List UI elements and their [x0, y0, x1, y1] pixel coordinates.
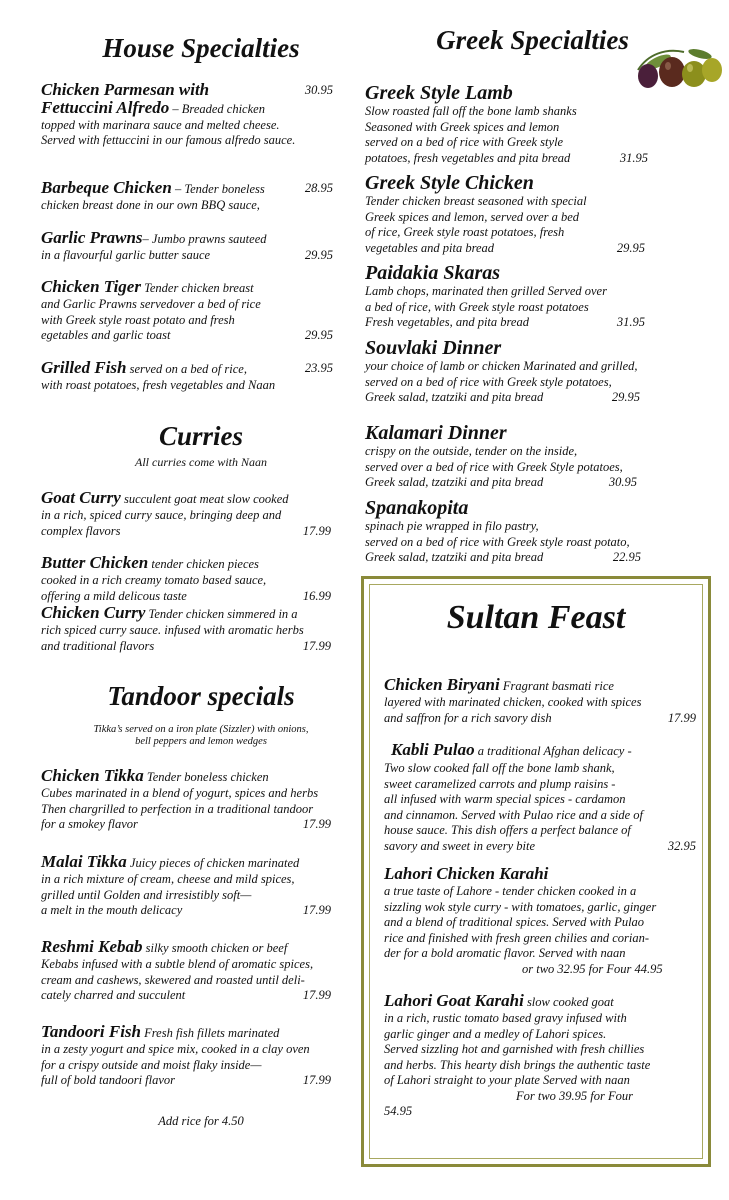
item-desc-line: spinach pie wrapped in filo pastry,: [365, 519, 539, 533]
item-price: 29.95: [304, 328, 333, 342]
item-desc-line: der for a bold aromatic flavor. Served with naan: [384, 946, 626, 960]
item-desc-line: in a flavourful garlic butter sauce: [41, 248, 211, 262]
item-desc-line: Lamb chops, marinated then grilled Served over: [365, 284, 607, 298]
item-price: 31.95: [619, 150, 648, 165]
menu-item-chicken-tikka: [41, 766, 361, 833]
item-desc-line: grilled until Golden and irresistibly soft—: [41, 887, 252, 902]
item-desc-line: complex flavors: [41, 523, 121, 538]
item-desc-line: full of bold tandoori flavor: [41, 1073, 176, 1087]
item-price: 17.99: [302, 638, 331, 653]
item-name: Tandoori Fish: [41, 1022, 141, 1041]
item-desc-line: Tender chicken simmered in a: [145, 607, 298, 621]
greek-specialties-title: Greek Specialties: [436, 25, 629, 55]
item-price: 32.95: [667, 838, 696, 853]
item-price: 17.99: [302, 988, 331, 1002]
item-price: 16.99: [302, 588, 331, 603]
item-name: Chicken Tiger: [41, 277, 141, 296]
menu-item-malai-tikka: [41, 852, 361, 919]
item-desc-line: Cubes marinated in a blend of yogurt, spices and herbs: [41, 786, 319, 800]
item-price-line: For two 39.95 for Four: [516, 1088, 634, 1103]
item-desc-line: sweet caramelized carrots and plump raisins -: [384, 776, 616, 791]
item-name: Greek Style Chicken: [365, 172, 534, 194]
tandoor-subtitle-2: bell peppers and lemon wedges: [135, 736, 267, 748]
item-desc-line: Greek spices and lemon, served over a bed: [365, 209, 580, 224]
item-name: Lahori Chicken Karahi: [384, 864, 549, 883]
item-desc-line: Tender boneless chicken: [143, 770, 269, 784]
menu-item-greek-style-chicken: [365, 172, 645, 256]
item-desc-line: Slow roasted fall off the bone lamb shanks: [365, 104, 577, 118]
item-desc-line: and cinnamon. Served with Pulao rice and a side of: [384, 807, 643, 822]
item-desc-line: served on a bed of rice with Greek style: [365, 135, 564, 149]
item-desc-line: in a rich, rustic tomato based gravy infused with: [384, 1011, 627, 1025]
item-desc-line: for a crispy outside and moist flaky inside—: [41, 1057, 262, 1072]
item-name: Garlic Prawns: [41, 228, 143, 247]
menu-item-reshmi-kebab: [41, 937, 361, 1004]
item-name: Kabli Pulao: [391, 740, 475, 759]
item-desc-line: of rice, Greek style roast potatoes, fresh: [365, 225, 565, 239]
item-desc-line: all infused with warm special spices - cardamon: [384, 792, 626, 806]
kabli-pulao-description: [384, 761, 696, 854]
item-desc-line: served over a bed of rice with Greek Style potatoes,: [365, 459, 623, 474]
item-price: 17.99: [302, 817, 331, 831]
item-desc-line: Fresh fish fillets marinated: [141, 1026, 280, 1040]
tandoor-title: Tandoor specials: [107, 681, 295, 711]
item-price: 30.95: [608, 475, 637, 489]
item-desc-line: a bed of rice, with Greek style roast potatoes: [365, 299, 589, 314]
menu-item-tandoori-fish: [41, 1022, 361, 1089]
sultan-feast-title: Sultan Feast: [446, 599, 626, 636]
item-desc-line: in a zesty yogurt and spice mix, cooked in a clay oven: [41, 1042, 310, 1056]
sultan-feast-box: [361, 576, 711, 1167]
item-name: Souvlaki Dinner: [365, 337, 502, 359]
item-desc-line: Tender chicken breast: [140, 281, 254, 295]
item-desc-line: and a blend of traditional spices. Served with Pulao: [384, 915, 645, 929]
item-desc-line: with roast potatoes, fresh vegetables and Naan: [41, 378, 276, 392]
item-price: 17.99: [667, 710, 696, 725]
menu-item-chicken-biryani: [384, 675, 696, 726]
item-desc-line: of Lahori straight to your plate Served with naan: [384, 1073, 630, 1087]
item-desc-line: Then chargrilled to perfection in a traditional tandoor: [41, 801, 314, 816]
left-column: [41, 34, 361, 64]
item-desc-line: sizzling wok style curry - with tomatoes, garlic, ginger: [384, 899, 657, 914]
item-desc-line: Served sizzling hot and garnished with fresh chillies: [384, 1042, 645, 1056]
item-desc-line: Greek salad, tzatziki and pita bread: [365, 475, 544, 489]
item-price: 29.95: [304, 248, 333, 262]
add-rice-note: Add rice for 4.50: [158, 1114, 244, 1128]
item-name: Greek Style Lamb: [365, 82, 513, 104]
menu-item-paidakia-skaras: [365, 262, 645, 331]
item-desc-line: and Garlic Prawns servedover a bed of rice: [41, 297, 261, 311]
item-desc-line: a true taste of Lahore - tender chicken cooked in a: [384, 884, 637, 898]
menu-item-chicken-curry: [41, 603, 346, 654]
item-desc-line: potatoes, fresh vegetables and pita bread: [365, 150, 571, 165]
menu-item-grilled-fish: [41, 358, 333, 394]
tandoor-header: [41, 682, 361, 749]
item-desc-line: and saffron for a rich savory dish: [384, 710, 552, 725]
item-desc-line: layered with marinated chicken, cooked with spices: [384, 695, 642, 709]
menu-item-lahori-goat-karahi: [384, 991, 696, 1120]
item-price: 29.95: [611, 390, 640, 404]
menu-item-souvlaki-dinner: [365, 337, 695, 406]
item-desc-line: savory and sweet in every bite: [384, 838, 535, 853]
item-desc-line: in a rich mixture of cream, cheese and mild spices,: [41, 872, 295, 886]
item-desc-line: served on a bed of rice,: [126, 362, 247, 376]
item-desc-line: vegetables and pita bread: [365, 240, 495, 255]
item-desc-line: – Tender boneless: [171, 182, 265, 196]
item-desc-line: tender chicken pieces: [148, 557, 259, 571]
item-desc-line: and traditional flavors: [41, 638, 155, 653]
item-desc-line: cately charred and succulent: [41, 988, 186, 1002]
item-desc-line: – Jumbo prawns sauteed: [142, 232, 267, 246]
menu-item-lahori-chicken-karahi: [384, 864, 696, 977]
item-desc-line: topped with marinara sauce and melted cheese.: [41, 117, 280, 132]
item-name: Butter Chicken: [41, 553, 149, 572]
item-desc-line: garlic ginger and a medley of Lahori spices.: [384, 1026, 607, 1041]
item-desc-line: served on a bed of rice with Greek style roast potato,: [365, 534, 630, 549]
item-desc-line: and herbs. This hearty dish brings the authentic taste: [384, 1057, 651, 1072]
item-desc-line: house sauce. This dish offers a perfect balance of: [384, 823, 631, 837]
item-name: Malai Tikka: [41, 852, 127, 871]
item-name: Barbeque Chicken: [41, 178, 172, 197]
curries-header: [41, 422, 361, 469]
item-name: Grilled Fish: [41, 358, 127, 377]
item-desc-line: Greek salad, tzatziki and pita bread: [365, 550, 544, 564]
item-desc-line: cooked in a rich creamy tomato based sauce,: [41, 573, 267, 587]
item-desc-line: cream and cashews, skewered and roasted until deli-: [41, 972, 305, 987]
item-price: 23.95: [304, 361, 333, 375]
item-name: Chicken Parmesan with: [41, 80, 210, 99]
curries-title: Curries: [158, 421, 244, 451]
item-name: Chicken Tikka: [41, 766, 144, 785]
item-desc-line: Fragrant basmati rice: [499, 679, 614, 693]
item-desc-line: Fresh vegetables, and pita bread: [365, 315, 529, 329]
item-desc-line: Tender chicken breast seasoned with special: [365, 194, 587, 208]
item-price-last: 54.95: [384, 1104, 413, 1118]
item-name-2: Fettuccini Alfredo: [41, 98, 170, 117]
item-desc-line: in a rich, spiced curry sauce, bringing deep and: [41, 508, 282, 522]
item-desc-line: Seasoned with Greek spices and lemon: [365, 119, 560, 134]
item-desc-line: slow cooked goat: [523, 995, 614, 1009]
house-specialties-title: House Specialties: [102, 33, 300, 63]
item-name: Spanakopita: [365, 497, 469, 519]
item-name: Reshmi Kebab: [41, 937, 143, 956]
menu-item-garlic-prawns: [41, 228, 333, 264]
item-desc-line: Two slow cooked fall off the bone lamb shank,: [384, 761, 615, 775]
item-desc-line: crispy on the outside, tender on the inside,: [365, 444, 578, 458]
menu-item-barbeque-chicken: [41, 178, 333, 214]
item-price: 28.95: [304, 181, 333, 195]
item-price-line: or two 32.95 for Four 44.95: [522, 961, 663, 976]
item-desc-line: Juicy pieces of chicken marinated: [126, 856, 300, 870]
item-desc-line: rice and finished with fresh green chilies and corian-: [384, 930, 650, 945]
item-desc-line: Served with fettuccini in our famous alfredo sauce.: [41, 133, 296, 147]
menu-item-kalamari-dinner: [365, 422, 695, 491]
item-desc-line: a melt in the mouth delicacy: [41, 903, 183, 917]
menu-item-spanakopita: [365, 497, 695, 566]
item-name: Chicken Biryani: [384, 675, 500, 694]
item-name: Goat Curry: [41, 488, 121, 507]
item-price: 29.95: [616, 240, 645, 255]
item-desc-line: – Breaded chicken: [169, 102, 265, 116]
item-price: 22.95: [612, 550, 641, 564]
item-name: Kalamari Dinner: [365, 422, 507, 444]
curries-subtitle: All curries come with Naan: [135, 454, 267, 469]
menu-item-goat-curry: [41, 488, 331, 539]
item-desc-line: Kebabs infused with a subtle blend of aromatic spices,: [41, 957, 314, 971]
menu-item-kabli-pulao: [391, 740, 696, 760]
item-price: 30.95: [304, 83, 333, 97]
item-price: 31.95: [616, 315, 645, 329]
item-desc-line: chicken breast done in our own BBQ sauce,: [41, 198, 260, 212]
item-name: Lahori Goat Karahi: [384, 991, 524, 1010]
item-desc-line: Greek salad, tzatziki and pita bread: [365, 390, 544, 404]
menu-item-butter-chicken: [41, 553, 331, 604]
menu-item-chicken-parmesan: [41, 80, 333, 149]
item-name: Chicken Curry: [41, 603, 146, 622]
item-desc-line: egetables and garlic toast: [41, 328, 171, 342]
item-price: 17.99: [302, 903, 331, 917]
item-desc-line: succulent goat meat slow cooked: [120, 492, 289, 506]
menu-item-greek-style-lamb: [365, 82, 648, 166]
item-desc-line: silky smooth chicken or beef: [142, 941, 288, 955]
menu-item-chicken-tiger: [41, 277, 333, 344]
item-desc-line: a traditional Afghan delicacy -: [474, 744, 632, 758]
item-desc-line: with Greek style roast potato and fresh: [41, 312, 235, 327]
item-desc-line: your choice of lamb or chicken Marinated and grilled,: [365, 359, 638, 373]
item-desc-line: rich spiced curry sauce. infused with aromatic herbs: [41, 623, 304, 637]
item-desc-line: for a smokey flavor: [41, 817, 138, 831]
tandoor-subtitle-1: Tikka’s served on a iron plate (Sizzler) with onions,: [93, 723, 309, 735]
item-desc-line: served on a bed of rice with Greek style potatoes,: [365, 374, 612, 389]
item-name: Paidakia Skaras: [365, 262, 501, 284]
item-price: 17.99: [302, 523, 331, 538]
item-price: 17.99: [302, 1073, 331, 1087]
item-desc-line: offering a mild delicous taste: [41, 588, 187, 603]
